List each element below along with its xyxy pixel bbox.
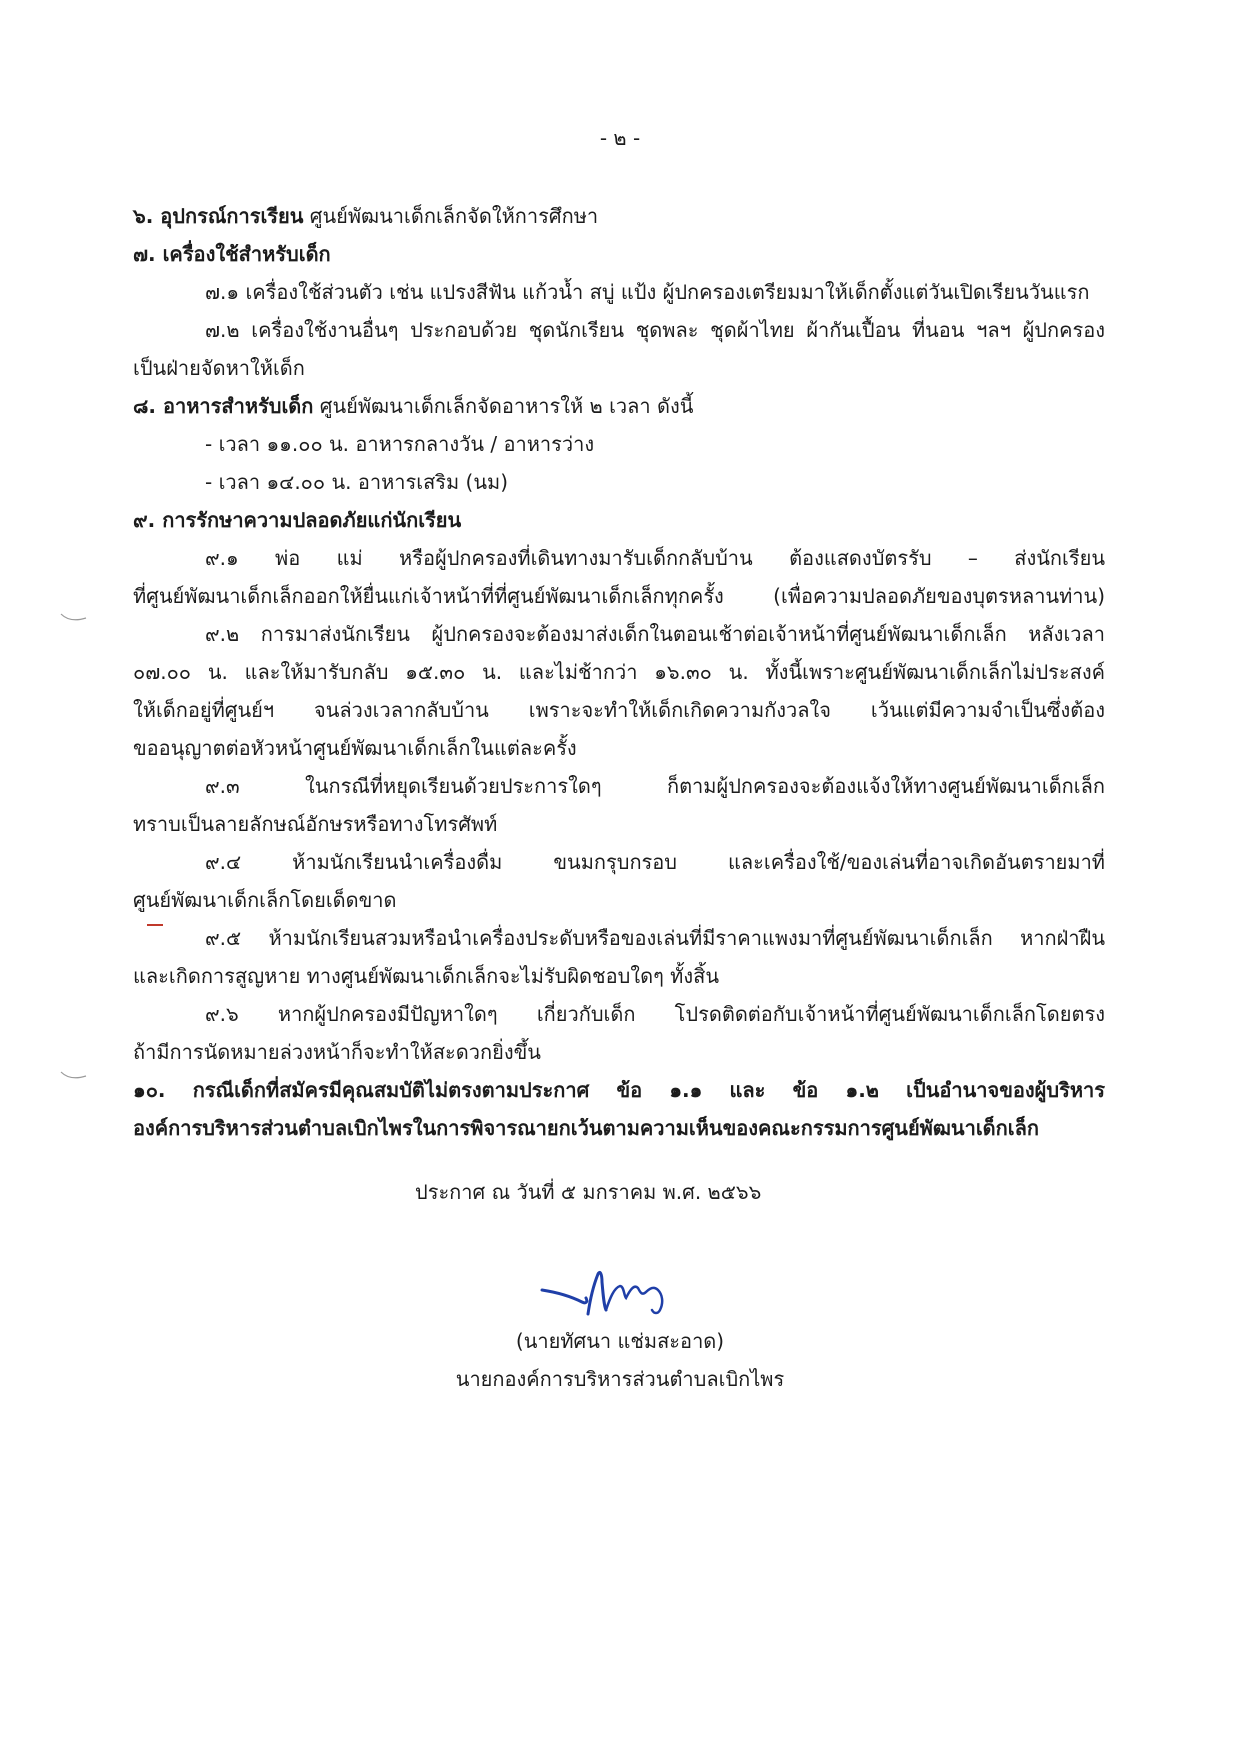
section-8-text: ศูนย์พัฒนาเด็กเล็กจัดอาหารให้ ๒ เวลา ดังนี้	[313, 394, 694, 418]
section-10-line-2: องค์การบริหารส่วนตำบลเบิกไพรในการพิจารณายกเว้นตามความเห็นของคณะกรรมการศูนย์พัฒนาเด็กเล็ก	[133, 1116, 1039, 1140]
document-body	[133, 197, 1105, 1147]
section-6	[133, 197, 1105, 235]
section-9-item-1-line-1: ๙.๑ พ่อ แม่ หรือผู้ปกครองที่เดินทางมารับเด็กกลับบ้าน ต้องแสดงบัตรรับ – ส่งนักเรียน	[205, 546, 1105, 570]
section-9-item-5-line-2: และเกิดการสูญหาย ทางศูนย์พัฒนาเด็กเล็กจะไม่รับผิดชอบใดๆ ทั้งสิ้น	[133, 964, 720, 988]
section-9-item-5-line-1: ๙.๕ ห้ามนักเรียนสวมหรือนำเครื่องประดับหรือของเล่นที่มีราคาแพงมาที่ศูนย์พัฒนาเด็กเล็ก หากฝ่าฝืน	[205, 926, 1105, 950]
section-9-item-4-line-2: ศูนย์พัฒนาเด็กเล็กโดยเด็ดขาด	[133, 888, 397, 912]
section-7-item-1: ๗.๑ เครื่องใช้ส่วนตัว เช่น แปรงสีฟัน แก้วน้ำ สบู่ แป้ง ผู้ปกครองเตรียมมาให้เด็กตั้งแต่วันเปิดเรียนวันแรก	[205, 280, 1090, 304]
section-9-item-4-line-1: ๙.๔ ห้ามนักเรียนนำเครื่องดื่ม ขนมกรุบกรอบ และเครื่องใช้/ของเล่นที่อาจเกิดอันตรายมาที่	[205, 850, 1105, 874]
section-6-heading: ๖. อุปกรณ์การเรียน	[133, 204, 304, 228]
section-7-heading: ๗. เครื่องใช้สำหรับเด็ก	[133, 242, 331, 266]
section-9-item-3-line-2: ทราบเป็นลายลักษณ์อักษรหรือทางโทรศัพท์	[133, 812, 498, 836]
section-7-item-2-line-1: ๗.๒ เครื่องใช้งานอื่นๆ ประกอบด้วย ชุดนักเรียน ชุดพละ ชุดผ้าไทย ผ้ากันเปื้อน ที่นอน ฯลฯ ผู้ปกครอง	[205, 318, 1105, 342]
section-7-item-2-line-2: เป็นฝ่ายจัดหาให้เด็ก	[133, 356, 305, 380]
section-9-item-2-line-2: ๐๗.๐๐ น. และให้มารับกลับ ๑๕.๓๐ น. และไม่ช้ากว่า ๑๖.๓๐ น. ทั้งนี้เพราะศูนย์พัฒนาเด็กเล็กไม่ประสงค์	[133, 660, 1105, 684]
signer-title: นายกองค์การบริหารส่วนตำบลเบิกไพร	[455, 1367, 785, 1391]
section-8-time-2: - เวลา ๑๔.๐๐ น. อาหารเสริม (นม)	[205, 470, 509, 494]
section-10-line-1: ๑๐. กรณีเด็กที่สมัครมีคุณสมบัติไม่ตรงตามประกาศ ข้อ ๑.๑ และ ข้อ ๑.๒ เป็นอำนาจของผู้บริหาร	[133, 1078, 1105, 1102]
section-9-item-1-line-2: ที่ศูนย์พัฒนาเด็กเล็กออกให้ยื่นแก่เจ้าหน้าที่ที่ศูนย์พัฒนาเด็กเล็กทุกครั้ง (เพื่อความปลอดภัยของบุตรหลานท่าน)	[133, 584, 1105, 608]
signer-name: (นายทัศนา แช่มสะอาด)	[515, 1329, 725, 1353]
section-8-heading: ๘. อาหารสำหรับเด็ก	[133, 394, 314, 418]
margin-dash-mark	[147, 924, 163, 926]
section-9-heading: ๙. การรักษาความปลอดภัยแก่นักเรียน	[133, 508, 462, 532]
punch-hole-mark-lower	[60, 1070, 88, 1082]
handwritten-signature	[540, 1262, 690, 1322]
announcement-date: ประกาศ ณ วันที่ ๕ มกราคม พ.ศ. ๒๕๖๖	[415, 1180, 762, 1204]
section-9-item-6-line-1: ๙.๖ หากผู้ปกครองมีปัญหาใดๆ เกี่ยวกับเด็ก โปรดติดต่อกับเจ้าหน้าที่ศูนย์พัฒนาเด็กเล็กโดยตรง	[205, 1002, 1105, 1026]
section-9-item-2-line-3: ให้เด็กอยู่ที่ศูนย์ฯ จนล่วงเวลากลับบ้าน เพราะจะทำให้เด็กเกิดความกังวลใจ เว้นแต่มีความจำเป็นซึ่งต้อง	[133, 698, 1105, 722]
section-9-item-2-line-4: ขออนุญาตต่อหัวหน้าศูนย์พัฒนาเด็กเล็กในแต่ละครั้ง	[133, 736, 577, 760]
section-8	[133, 387, 1105, 425]
section-9-item-3-line-1: ๙.๓ ในกรณีที่หยุดเรียนด้วยประการใดๆ ก็ตามผู้ปกครองจะต้องแจ้งให้ทางศูนย์พัฒนาเด็กเล็ก	[205, 774, 1105, 798]
page-number: - ๒ -	[599, 126, 641, 150]
punch-hole-mark-upper	[60, 612, 88, 624]
section-8-time-1: - เวลา ๑๑.๐๐ น. อาหารกลางวัน / อาหารว่าง	[205, 432, 595, 456]
section-6-text: ศูนย์พัฒนาเด็กเล็กจัดให้การศึกษา	[303, 204, 599, 228]
section-9-item-2-line-1: ๙.๒ การมาส่งนักเรียน ผู้ปกครองจะต้องมาส่งเด็กในตอนเช้าต่อเจ้าหน้าที่ศูนย์พัฒนาเด็กเล็ก หลังเวลา	[205, 622, 1105, 646]
section-9-item-6-line-2: ถ้ามีการนัดหมายล่วงหน้าก็จะทำให้สะดวกยิ่งขึ้น	[133, 1040, 541, 1064]
